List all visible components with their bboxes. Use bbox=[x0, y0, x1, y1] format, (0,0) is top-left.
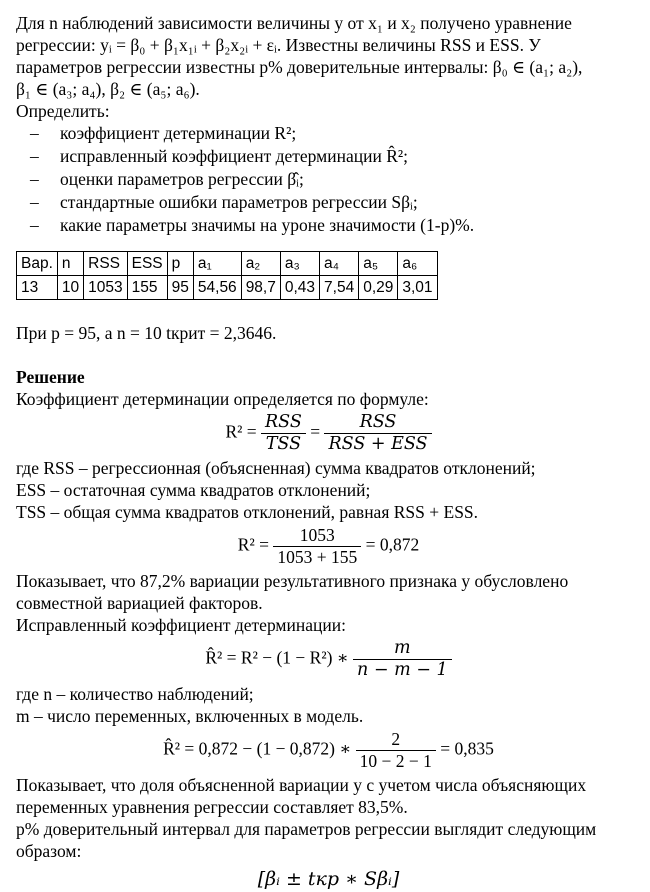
task-item bbox=[16, 168, 641, 191]
formula-lhs: R² = bbox=[237, 534, 269, 555]
solution-line: p% доверительный интервал для параметров регрессии выглядит следующим bbox=[16, 819, 597, 839]
fraction bbox=[356, 729, 436, 772]
formula-lhs: R̂² = R² − (1 − R²) ∗ bbox=[205, 647, 349, 668]
task-list bbox=[16, 122, 641, 237]
formula-adjusted-r2-value bbox=[16, 729, 641, 772]
fraction-denominator: n − m − 1 bbox=[357, 660, 448, 680]
table-cell: 95 bbox=[167, 276, 193, 300]
table-cell: 1053 bbox=[84, 276, 127, 300]
table-header-cell: RSS bbox=[84, 252, 127, 276]
table-header-cell: a₂ bbox=[241, 252, 280, 276]
table-header-cell: a₃ bbox=[280, 252, 319, 276]
solution-heading: Решение bbox=[16, 367, 85, 387]
problem-line-5: Определить: bbox=[16, 101, 110, 121]
table-cell: 98,7 bbox=[241, 276, 280, 300]
problem-line-2: регрессии: yᵢ = β₀ + β₁x₁ᵢ + β₂x₂ᵢ + εᵢ. Известны величины RSS и ESS. У bbox=[16, 35, 541, 55]
table-row bbox=[17, 276, 438, 300]
formula-result: = 0,872 bbox=[365, 534, 420, 555]
solution-line: где n – количество наблюдений; bbox=[16, 684, 254, 704]
formula-lhs: R̂² = 0,872 − (1 − 0,872) ∗ bbox=[163, 738, 352, 759]
solution-line: образом: bbox=[16, 841, 82, 861]
table-header-cell: Вар. bbox=[17, 252, 58, 276]
dash-bullet: – bbox=[30, 123, 39, 143]
table-header-cell: a₄ bbox=[320, 252, 359, 276]
solution-line: ESS – остаточная сумма квадратов отклонений; bbox=[16, 480, 371, 500]
formula-result: = 0,835 bbox=[440, 738, 494, 759]
table-cell: 10 bbox=[57, 276, 83, 300]
task-item bbox=[16, 145, 641, 168]
table-header-cell: p bbox=[167, 252, 193, 276]
problem-line-4: β₁ ∈ (a₃; a₄), β₂ ∈ (a₅; a₆). bbox=[16, 79, 200, 99]
solution-line: переменных уравнения регрессии составляет 83,5%. bbox=[16, 797, 408, 817]
formula-r2-value bbox=[16, 525, 641, 568]
fraction bbox=[273, 525, 361, 568]
task-item bbox=[16, 191, 641, 214]
table-cell: 0,29 bbox=[359, 276, 398, 300]
table-cell: 3,01 bbox=[398, 276, 437, 300]
fraction-denominator: 1053 + 155 bbox=[277, 547, 358, 567]
table-cell: 155 bbox=[127, 276, 167, 300]
solution-line: Коэффициент детерминации определяется по формуле: bbox=[16, 389, 429, 409]
equals-sign: = bbox=[310, 421, 321, 442]
task-item bbox=[16, 214, 641, 237]
task-item bbox=[16, 122, 641, 145]
solution-line: m – число переменных, включенных в модель. bbox=[16, 706, 364, 726]
table-header-cell: ESS bbox=[127, 252, 167, 276]
formula-lhs: R² = bbox=[225, 421, 257, 442]
solution-line: TSS – общая сумма квадратов отклонений, равная RSS + ESS. bbox=[16, 502, 479, 522]
task-text: коэффициент детерминации R²; bbox=[60, 123, 297, 143]
formula-adjusted-r2 bbox=[16, 638, 641, 681]
fraction bbox=[261, 412, 306, 455]
table-cell: 0,43 bbox=[280, 276, 319, 300]
table-header-row bbox=[17, 252, 438, 276]
fraction-numerator: RSS bbox=[261, 412, 306, 434]
solution-line: Показывает, что доля объясненной вариации y с учетом числа объясняющих bbox=[16, 775, 587, 795]
task-text: исправленный коэффициент детерминации R̂²; bbox=[60, 146, 408, 166]
formula-r2-definition bbox=[16, 412, 641, 455]
task-text: какие параметры значимы на уроне значимости (1-p)%. bbox=[60, 215, 475, 235]
table-header-cell: a₆ bbox=[398, 252, 437, 276]
fraction-denominator: 10 − 2 − 1 bbox=[359, 751, 432, 771]
table-cell: 54,56 bbox=[193, 276, 241, 300]
dash-bullet: – bbox=[30, 146, 39, 166]
fraction-numerator: m bbox=[353, 638, 452, 660]
task-text: стандартные ошибки параметров регрессии Sβᵢ; bbox=[60, 192, 418, 212]
table-header-cell: a₅ bbox=[359, 252, 398, 276]
fraction-numerator: RSS bbox=[324, 412, 431, 434]
table-header-cell: n bbox=[57, 252, 83, 276]
fraction bbox=[324, 412, 431, 455]
dash-bullet: – bbox=[30, 169, 39, 189]
problem-line-1: Для n наблюдений зависимости величины y от x₁ и x₂ получено уравнение bbox=[16, 13, 572, 33]
fraction-numerator: 1053 bbox=[273, 525, 361, 547]
solution-line: совместной вариацией факторов. bbox=[16, 593, 263, 613]
dash-bullet: – bbox=[30, 215, 39, 235]
fraction-denominator: RSS + ESS bbox=[328, 434, 428, 454]
fraction bbox=[353, 638, 452, 681]
document-page bbox=[16, 12, 641, 892]
solution-line: где RSS – регрессионная (объясненная) сумма квадратов отклонений; bbox=[16, 458, 536, 478]
problem-line-3: параметров регрессии известны p% доверительные интервалы: β₀ ∈ (a₁; a₂), bbox=[16, 57, 583, 77]
data-table bbox=[16, 251, 438, 300]
solution-line: Исправленный коэффициент детерминации: bbox=[16, 615, 346, 635]
dash-bullet: – bbox=[30, 192, 39, 212]
table-cell: 13 bbox=[17, 276, 58, 300]
fraction-denominator: TSS bbox=[265, 434, 302, 454]
fraction-numerator: 2 bbox=[356, 729, 436, 751]
formula-confidence-interval: [βᵢ ± tкр ∗ Sβᵢ] bbox=[257, 868, 400, 890]
tcrit-note: При p = 95, а n = 10 tкрит = 2,3646. bbox=[16, 323, 277, 343]
solution-line: Показывает, что 87,2% вариации результативного признака y обусловлено bbox=[16, 571, 569, 591]
table-cell: 7,54 bbox=[320, 276, 359, 300]
task-text: оценки параметров регрессии β̂ᵢ; bbox=[60, 169, 304, 189]
table-header-cell: a₁ bbox=[193, 252, 241, 276]
